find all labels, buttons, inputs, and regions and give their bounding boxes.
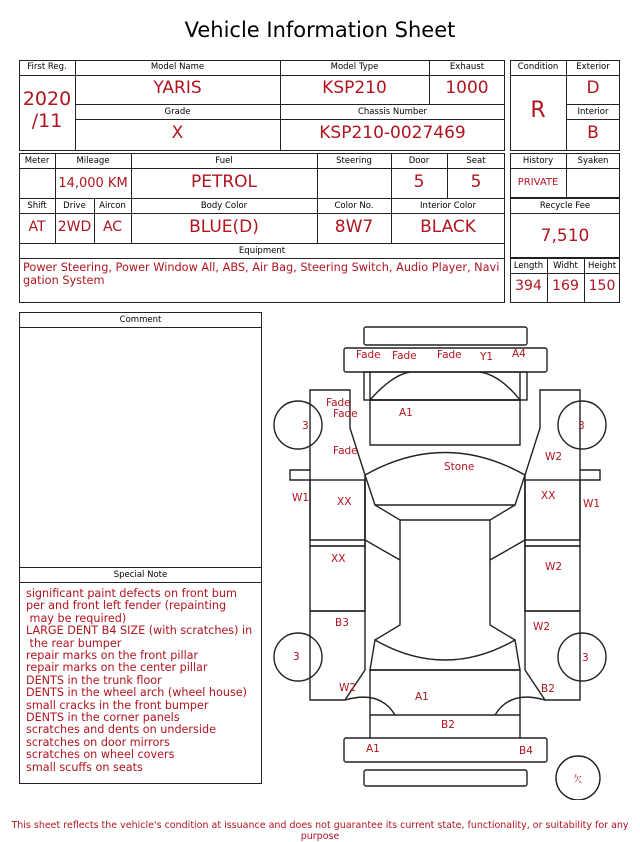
drive-label: Drive: [63, 201, 86, 211]
equipment-line-1: Power Steering, Power Window All, ABS, Air Bag, Steering Switch, Audio Player, Navi: [23, 261, 500, 274]
mark-front-a4: A4: [512, 348, 526, 360]
body-color-value: BLUE(D): [189, 217, 259, 237]
mark-left-rear-w2: W2: [339, 682, 357, 694]
mark-rear-a1: A1: [366, 743, 380, 755]
mark-right-door-xx: XX: [541, 490, 556, 502]
steering-label: Steering: [336, 156, 372, 166]
special-note-line: may be required): [26, 611, 127, 625]
mark-rear-b4: B4: [519, 745, 533, 757]
mark-front-fade-3: Fade: [437, 349, 462, 361]
length-label: Length: [513, 261, 544, 271]
mark-hood-a1: A1: [399, 407, 413, 419]
fuel-label: Fuel: [215, 156, 233, 166]
comment-label: Comment: [119, 315, 162, 325]
condition-value: R: [530, 98, 546, 123]
mark-windshield-stone: Stone: [444, 461, 475, 473]
first-reg-label: First Reg.: [27, 62, 67, 72]
mark-fender-fade-3: Fade: [333, 445, 358, 457]
mark-front-fade-1: Fade: [356, 349, 381, 361]
aircon-value: AC: [102, 219, 123, 235]
mark-tire-rear-left: 3: [293, 651, 300, 663]
length-value: 394: [515, 278, 542, 294]
model-name-label: Model Name: [150, 62, 205, 72]
history-label: History: [522, 156, 554, 166]
first-reg-month: /11: [31, 110, 63, 132]
mark-fender-fade-1: Fade: [326, 397, 351, 409]
meter-label: Meter: [24, 156, 50, 166]
height-value: 150: [588, 278, 616, 294]
exhaust-value: 1000: [445, 78, 489, 98]
mark-left-door-xx-2: XX: [331, 553, 346, 565]
aircon-label: Aircon: [99, 201, 126, 211]
history-value: PRIVATE: [517, 177, 559, 188]
mark-right-door-w2: W2: [545, 561, 563, 573]
special-note-line: the rear bumper: [26, 636, 122, 650]
interior-color-label: Interior Color: [420, 201, 476, 211]
equipment-line-2: gation System: [23, 274, 105, 287]
mark-right-pillar-w2: W2: [533, 621, 551, 633]
first-reg-year: 2020: [22, 88, 72, 110]
syaken-label: Syaken: [577, 156, 609, 166]
special-note-line: LARGE DENT B4 SIZE (with scratches) in: [26, 624, 253, 638]
chassis-label: Chassis Number: [357, 107, 428, 117]
mark-right-rear-b2: B2: [541, 683, 555, 695]
mark-right-w1: W1: [583, 498, 601, 510]
special-notes-list: [26, 588, 260, 774]
car-damage-diagram: [270, 320, 620, 800]
width-value: 169: [552, 278, 579, 294]
width-label: Widht: [553, 261, 578, 271]
recycle-fee-value: 7,510: [540, 226, 590, 246]
special-note-label: Special Note: [113, 570, 168, 580]
special-note-line: DENTS in the trunk floor: [26, 673, 162, 687]
sheet-title: Vehicle Information Sheet: [184, 18, 456, 42]
chassis-value: KSP210-0027469: [319, 123, 466, 143]
color-no-value: 8W7: [334, 217, 374, 237]
recycle-fee-label: Recycle Fee: [539, 201, 591, 211]
special-note-line: repair marks on the center pillar: [26, 661, 208, 675]
exterior-label: Exterior: [576, 62, 610, 72]
seat-value: 5: [470, 172, 482, 192]
mark-trunk-a1: A1: [415, 691, 429, 703]
special-note-line: small cracks in the front bumper: [26, 698, 209, 712]
mark-left-b3: B3: [335, 617, 349, 629]
interior-label: Interior: [577, 107, 609, 117]
special-note-line: scratches on door mirrors: [26, 735, 170, 749]
color-no-label: Color No.: [334, 201, 374, 211]
special-note-line: scratches on wheel covers: [26, 748, 175, 762]
interior-value: B: [587, 123, 599, 143]
mark-tire-front-left: 3: [302, 420, 309, 432]
body-color-label: Body Color: [200, 201, 248, 211]
model-type-value: KSP210: [322, 78, 387, 98]
seat-label: Seat: [466, 156, 486, 166]
condition-label: Condition: [517, 62, 559, 72]
mark-front-fade-2: Fade: [392, 350, 417, 362]
mark-front-y1: Y1: [480, 351, 494, 363]
shift-label: Shift: [27, 201, 47, 211]
door-label: Door: [408, 156, 430, 166]
equipment-label: Equipment: [238, 246, 286, 256]
special-note-line: small scuffs on seats: [26, 760, 143, 774]
mark-rear-b2: B2: [441, 719, 455, 731]
special-note-line: scratches and dents on underside: [26, 723, 216, 737]
mark-tire-rear-right: 3: [582, 652, 589, 664]
mileage-value: 14,000 KM: [58, 176, 128, 191]
mark-left-w1: W1: [292, 492, 310, 504]
grade-label: Grade: [164, 107, 191, 117]
special-note-line: DENTS in the corner panels: [26, 711, 180, 725]
exhaust-label: Exhaust: [449, 62, 485, 72]
interior-color-value: BLACK: [420, 217, 476, 237]
model-name-value: YARIS: [153, 78, 202, 98]
special-note-line: repair marks on the front pillar: [26, 649, 199, 663]
special-note-line: significant paint defects on front bum: [26, 587, 237, 600]
exterior-value: D: [586, 78, 600, 98]
grade-value: X: [171, 123, 184, 143]
disclaimer-footer: This sheet reflects the vehicle's condition at issuance and does not guarantee its current state, functionality, or suitability for any purpose: [11, 820, 629, 842]
mileage-label: Mileage: [76, 156, 110, 166]
special-note-line: per and front left fender (repainting: [26, 599, 227, 613]
height-label: Height: [587, 261, 617, 271]
mark-left-door-xx-1: XX: [337, 496, 352, 508]
special-note-line: DENTS in the wheel arch (wheel house): [26, 686, 248, 700]
drive-value: 2WD: [57, 219, 92, 235]
fuel-value: PETROL: [190, 172, 258, 192]
mark-right-fender-w2: W2: [545, 451, 563, 463]
model-type-label: Model Type: [330, 62, 379, 72]
mark-spare-ketsu: 欠: [573, 775, 583, 785]
mark-tire-front-right: 3: [578, 420, 585, 432]
shift-value: AT: [28, 219, 46, 235]
door-value: 5: [413, 172, 425, 192]
mark-fender-fade-2: Fade: [333, 408, 358, 420]
